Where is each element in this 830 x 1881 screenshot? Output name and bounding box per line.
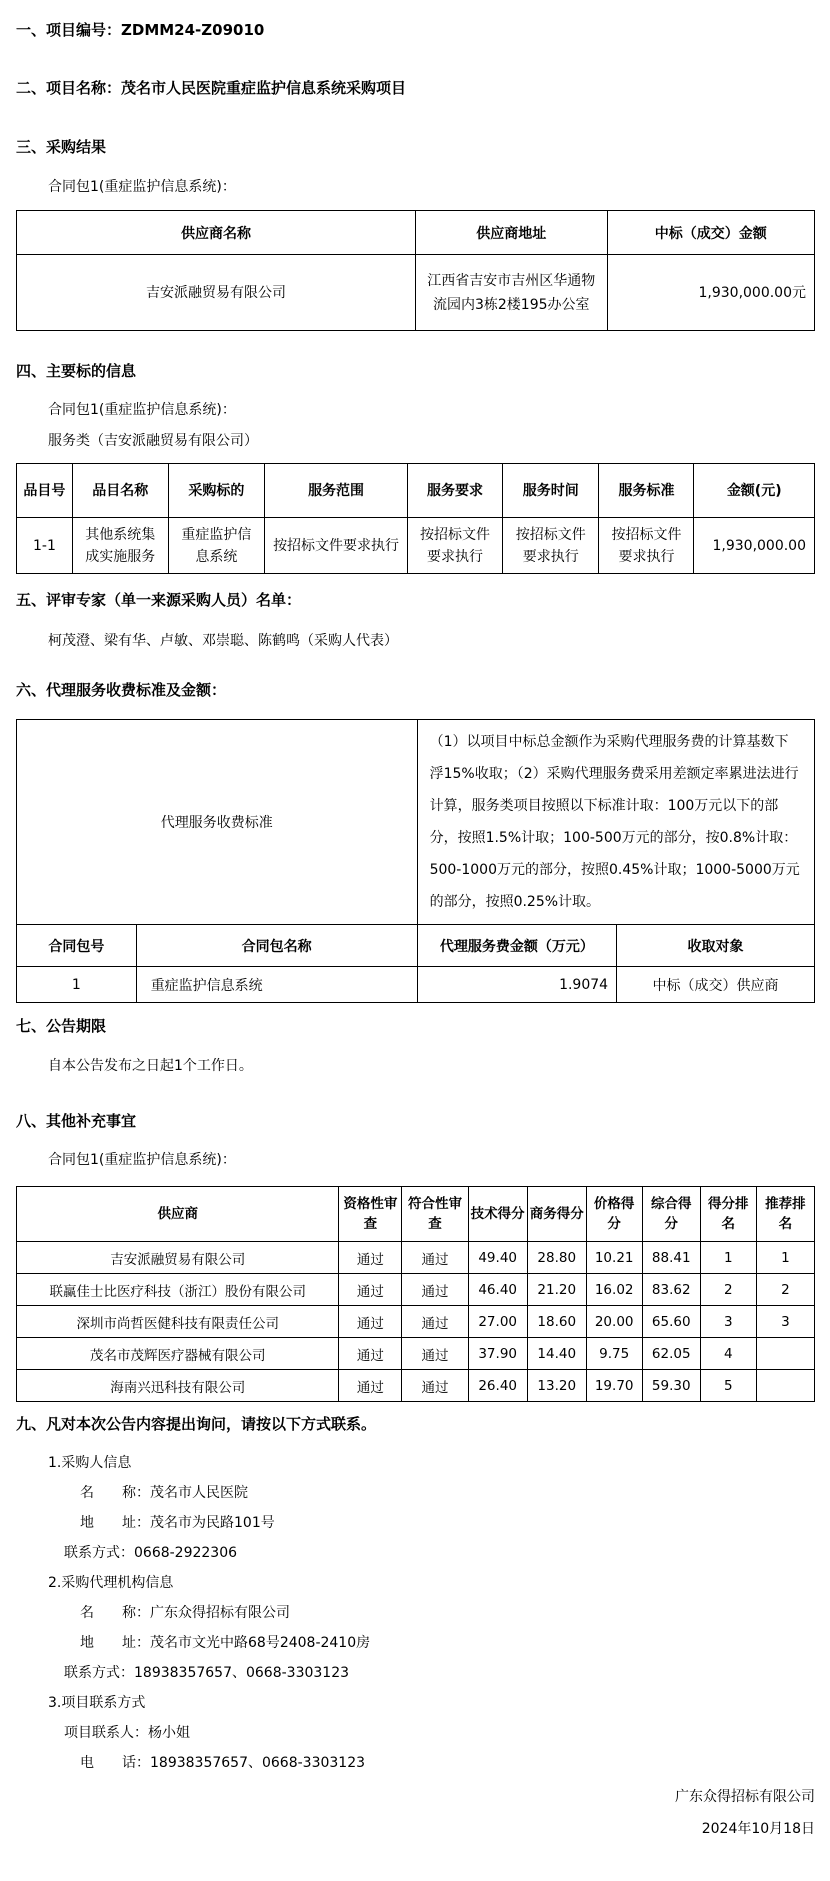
subject-table [16,463,815,574]
signature-date: 2024年10月18日 [701,1821,815,1837]
buyer-info-title: 1.采购人信息 [48,1455,132,1471]
section-procurement-result: 三、采购结果 [16,138,107,156]
section-project-name: 二、项目名称：茂名市人民医院重症监护信息系统采购项目 [16,79,407,97]
cell-compliance: 通过 [402,1274,468,1306]
project-contact-phone: 电 话：18938357657、0668-3303123 [80,1755,366,1771]
column-header-supplier-address: 供应商地址 [416,211,608,255]
column-header-qualification-review: 资格性审查 [339,1187,402,1242]
section-subject-info: 四、主要标的信息 [16,362,137,380]
package-note-supplementary: 合同包1(重症监护信息系统)： [48,1152,236,1168]
score-table-row [17,1242,815,1274]
score-table-row [17,1370,815,1402]
section-project-number: 一、项目编号：ZDMM24-Z09010 [16,21,265,39]
fee-table [16,719,815,1003]
cell-score-rank: 4 [700,1338,756,1370]
cell-qualification: 通过 [339,1338,402,1370]
buyer-name: 名 称：茂名市人民医院 [80,1485,248,1501]
column-header-package-name: 合同包名称 [136,925,417,967]
column-header-supplier-name: 供应商名称 [17,211,416,255]
cell-supplier: 吉安派融贸易有限公司 [17,1242,339,1274]
column-header-amount: 金额(元) [694,464,815,518]
cell-technical: 26.40 [468,1370,527,1402]
cell-overall: 59.30 [642,1370,700,1402]
cell-overall: 65.60 [642,1306,700,1338]
cell-supplier-name: 吉安派融贸易有限公司 [17,255,416,331]
cell-supplier: 茂名市茂辉医疗器械有限公司 [17,1338,339,1370]
cell-overall: 62.05 [642,1338,700,1370]
signature-block [16,1789,815,1837]
agency-phone: 联系方式：18938357657、0668-3303123 [64,1665,350,1681]
expert-names: 柯茂澄、梁有华、卢敏、邓崇聪、陈鹤鸣（采购人代表） [48,633,398,649]
score-table-row [17,1338,815,1370]
cell-score-rank: 2 [700,1274,756,1306]
package-note-result: 合同包1(重症监护信息系统)： [48,179,236,195]
column-header-supplier: 供应商 [17,1187,339,1242]
cell-technical: 37.90 [468,1338,527,1370]
cell-compliance: 通过 [402,1370,468,1402]
cell-qualification: 通过 [339,1370,402,1402]
cell-business: 13.20 [527,1370,586,1402]
column-header-award-amount: 中标（成交）金额 [607,211,814,255]
cell-qualification: 通过 [339,1306,402,1338]
result-table-header-row [17,211,815,255]
cell-qualification: 通过 [339,1242,402,1274]
score-table-row [17,1306,815,1338]
fee-standard-label: 代理服务收费标准 [17,720,418,925]
column-header-overall-score: 综合得分 [642,1187,700,1242]
cell-fee-payer: 中标（成交）供应商 [617,967,815,1003]
cell-award-amount: 1,930,000.00元 [607,255,814,331]
section-announcement-period: 七、公告期限 [16,1017,107,1035]
cell-overall: 83.62 [642,1274,700,1306]
project-contact-title: 3.项目联系方式 [48,1695,146,1711]
cell-score-rank: 5 [700,1370,756,1402]
fee-table-header-row [17,925,815,967]
agency-info-title: 2.采购代理机构信息 [48,1575,174,1591]
column-header-recommend-rank: 推荐排名 [756,1187,814,1242]
cell-price: 19.70 [586,1370,642,1402]
column-header-item-name: 品目名称 [72,464,168,518]
cell-price: 16.02 [586,1274,642,1306]
cell-technical: 49.40 [468,1242,527,1274]
cell-recommend-rank: 2 [756,1274,814,1306]
cell-service-time: 按招标文件要求执行 [502,518,599,574]
signature-company: 广东众得招标有限公司 [675,1789,815,1805]
section-expert-list: 五、评审专家（单一来源采购人员）名单： [16,591,302,609]
score-table [16,1186,815,1402]
column-header-compliance-review: 符合性审查 [402,1187,468,1242]
column-header-price-score: 价格得分 [586,1187,642,1242]
column-header-fee-payer: 收取对象 [617,925,815,967]
column-header-business-score: 商务得分 [527,1187,586,1242]
column-header-item-no: 品目号 [17,464,73,518]
section-supplementary: 八、其他补充事宜 [16,1112,137,1130]
cell-recommend-rank [756,1338,814,1370]
cell-score-rank: 1 [700,1242,756,1274]
cell-supplier-address: 江西省吉安市吉州区华通物流园内3栋2楼195办公室 [416,255,608,331]
cell-business: 21.20 [527,1274,586,1306]
result-table [16,210,815,331]
cell-technical: 27.00 [468,1306,527,1338]
column-header-service-time: 服务时间 [502,464,599,518]
column-header-service-standard: 服务标准 [599,464,694,518]
cell-technical: 46.40 [468,1274,527,1306]
cell-price: 10.21 [586,1242,642,1274]
section-contact: 九、凡对本次公告内容提出询问，请按以下方式联系。 [16,1415,377,1433]
service-category-note: 服务类（吉安派融贸易有限公司） [48,433,258,449]
cell-item-no: 1-1 [17,518,73,574]
cell-amount: 1,930,000.00 [694,518,815,574]
column-header-fee-amount: 代理服务费金额（万元） [417,925,617,967]
project-contact-person: 项目联系人：杨小姐 [64,1725,190,1741]
cell-recommend-rank: 3 [756,1306,814,1338]
cell-price: 20.00 [586,1306,642,1338]
cell-business: 14.40 [527,1338,586,1370]
package-note-subject: 合同包1(重症监护信息系统)： [48,402,236,418]
subject-table-row [17,518,815,574]
buyer-phone: 联系方式：0668-2922306 [64,1545,238,1561]
buyer-address: 地 址：茂名市为民路101号 [80,1515,275,1531]
cell-supplier: 深圳市尚哲医健科技有限责任公司 [17,1306,339,1338]
column-header-score-rank: 得分排名 [700,1187,756,1242]
cell-overall: 88.41 [642,1242,700,1274]
cell-compliance: 通过 [402,1306,468,1338]
result-table-row [17,255,815,331]
fee-standard-text: （1）以项目中标总金额作为采购代理服务费的计算基数下浮15%收取；（2）采购代理服务费采用差额定率累进法进行计算，服务类项目按照以下标准计取：100万元以下的部分，按照1.5%计取；100-500万元的部分，按0.8%计取：500-1000万元的部分，按照0.45%计取；1000-5000万元的部分，按照0.25%计取。 [417,720,814,925]
score-table-row [17,1274,815,1306]
cell-recommend-rank: 1 [756,1242,814,1274]
cell-price: 9.75 [586,1338,642,1370]
cell-service-scope: 按招标文件要求执行 [265,518,408,574]
cell-compliance: 通过 [402,1242,468,1274]
cell-supplier: 海南兴迅科技有限公司 [17,1370,339,1402]
column-header-service-scope: 服务范围 [265,464,408,518]
cell-business: 28.80 [527,1242,586,1274]
cell-package-name: 重症监护信息系统 [136,967,417,1003]
cell-compliance: 通过 [402,1338,468,1370]
agency-name: 名 称：广东众得招标有限公司 [80,1605,290,1621]
subject-table-header-row [17,464,815,518]
announcement-period-text: 自本公告发布之日起1个工作日。 [48,1058,253,1074]
agency-address: 地 址：茂名市文光中路68号2408-2410房 [80,1635,371,1651]
column-header-service-requirement: 服务要求 [407,464,502,518]
section-agency-fee: 六、代理服务收费标准及金额： [16,681,227,699]
cell-qualification: 通过 [339,1274,402,1306]
cell-service-standard: 按招标文件要求执行 [599,518,694,574]
fee-table-row [17,967,815,1003]
cell-supplier: 联赢佳士比医疗科技（浙江）股份有限公司 [17,1274,339,1306]
column-header-package-no: 合同包号 [17,925,137,967]
score-table-header-row [17,1187,815,1242]
cell-item-name: 其他系统集成实施服务 [72,518,168,574]
cell-package-no: 1 [17,967,137,1003]
fee-standard-row [17,720,815,925]
cell-recommend-rank [756,1370,814,1402]
cell-business: 18.60 [527,1306,586,1338]
cell-score-rank: 3 [700,1306,756,1338]
column-header-technical-score: 技术得分 [468,1187,527,1242]
cell-procurement-target: 重症监护信息系统 [168,518,265,574]
column-header-procurement-target: 采购标的 [168,464,265,518]
cell-fee-amount: 1.9074 [417,967,617,1003]
cell-service-requirement: 按招标文件要求执行 [407,518,502,574]
